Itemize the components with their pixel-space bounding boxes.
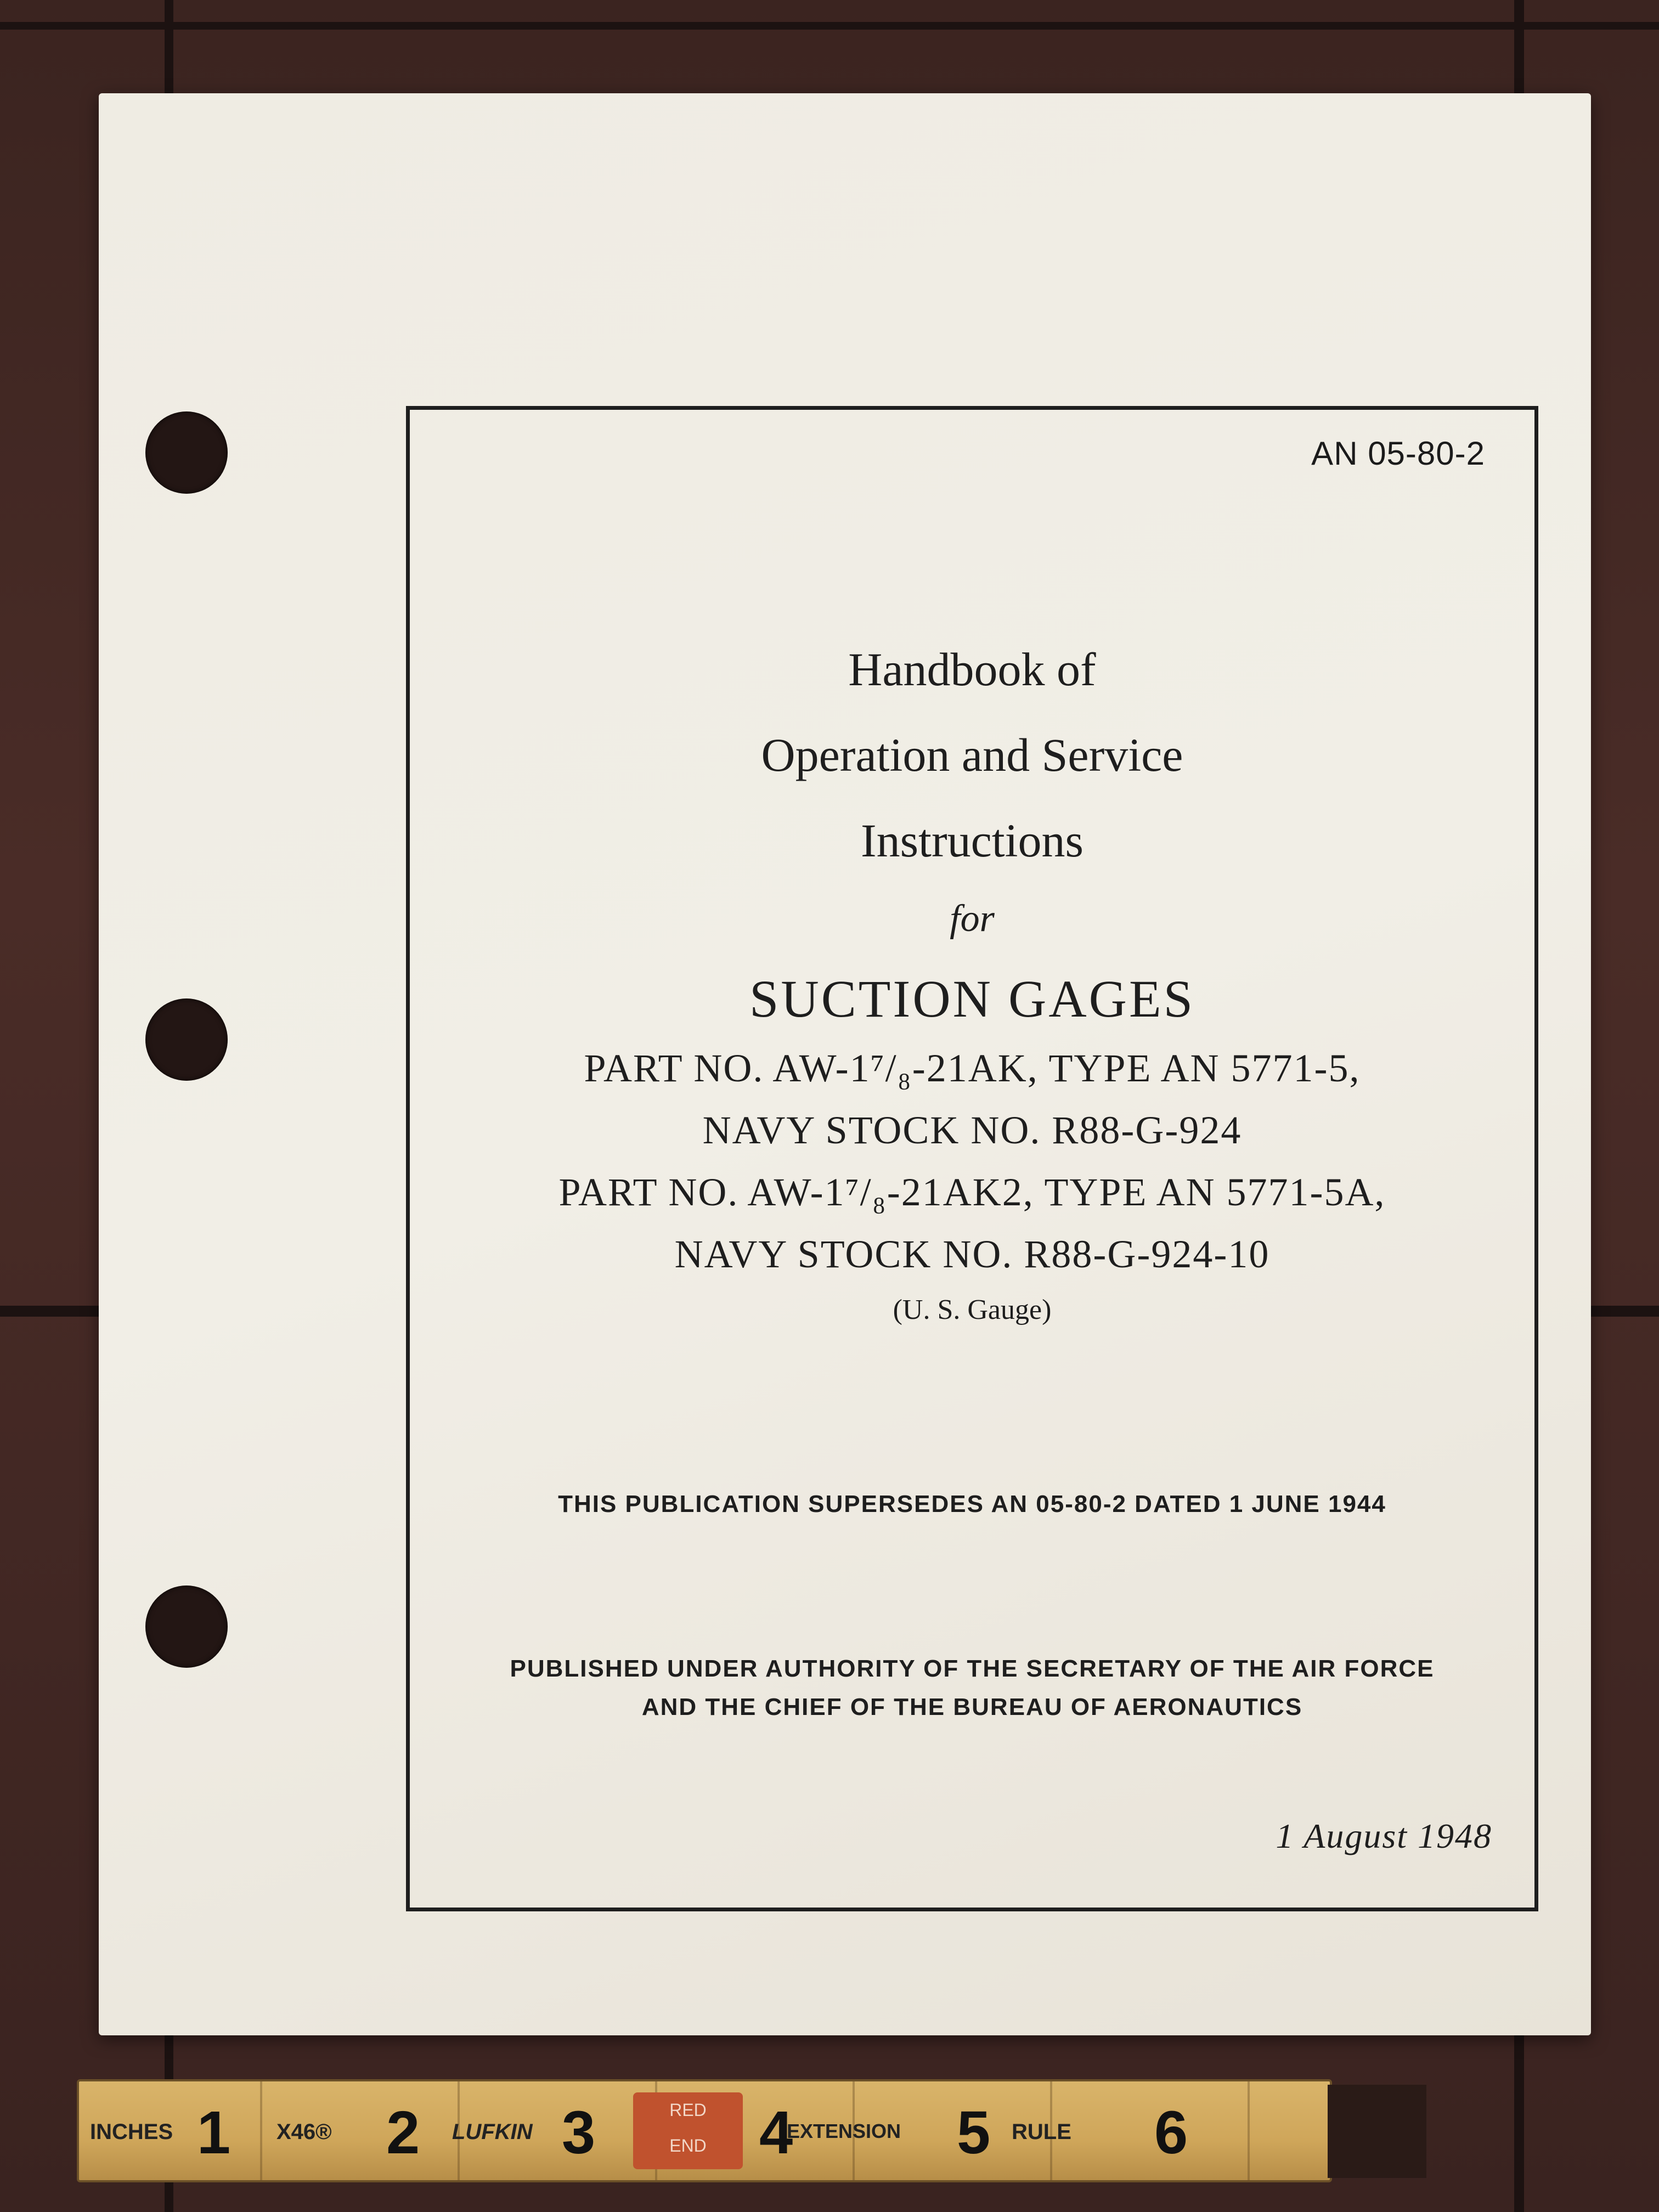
title-line-3: Instructions [860,814,1084,867]
supersedes-notice: THIS PUBLICATION SUPERSEDES AN 05-80-2 DATED 1 JUNE 1944 [558,1491,1386,1517]
ruler-number-1: 1 [197,2099,231,2166]
ruler-extension-label: EXTENSION [787,2120,901,2142]
folding-ruler [77,2079,1332,2182]
ruler-number-2: 2 [386,2099,420,2166]
ruler-brand-label: LUFKIN [452,2120,533,2144]
ruler-number-6: 6 [1154,2099,1188,2166]
ruler-shadow [1328,2085,1426,2178]
ruler-tick [1248,2081,1250,2180]
title-line-1: Handbook of [848,643,1096,696]
document-page [99,93,1591,2035]
ruler-inches-label: INCHES [90,2120,173,2144]
ruler-number-3: 3 [562,2099,596,2166]
document-number: AN 05-80-2 [1311,435,1485,472]
punch-hole [145,1585,228,1668]
stock-line-2: NAVY STOCK NO. R88-G-924-10 [674,1232,1270,1276]
title-for: for [950,898,995,940]
ruler-red-end-badge [633,2092,743,2169]
subject-heading: SUCTION GAGES [749,969,1195,1028]
ruler-model-label: X46® [276,2120,332,2144]
ruler-rule-label: RULE [1012,2120,1071,2144]
ruler-tick [260,2081,262,2180]
part-line-2: PART NO. AW-1⁷/₈-21AK2, TYPE AN 5771-5A, [558,1170,1386,1214]
ruler-number-5: 5 [957,2099,991,2166]
authority-line-2: AND THE CHIEF OF THE BUREAU OF AERONAUTICS [641,1694,1303,1721]
tile-seam [0,22,1659,30]
title-line-2: Operation and Service [761,729,1183,781]
ruler-red-label: RED [669,2100,707,2120]
part-line-1: PART NO. AW-1⁷/₈-21AK, TYPE AN 5771-5, [584,1046,1361,1090]
gauge-note: (U. S. Gauge) [893,1294,1052,1325]
ruler-end-label: END [669,2136,707,2155]
punch-hole [145,411,228,494]
publication-date: 1 August 1948 [1276,1816,1492,1855]
title-block [410,643,1534,1326]
authority-line-1: PUBLISHED UNDER AUTHORITY OF THE SECRETARY OF THE AIR FORCE [510,1655,1435,1682]
ruler-number-4: 4 [759,2099,793,2166]
punch-hole [145,998,228,1081]
title-frame [406,406,1538,1911]
authority-notice [410,1650,1534,1727]
stock-line-1: NAVY STOCK NO. R88-G-924 [702,1108,1242,1152]
